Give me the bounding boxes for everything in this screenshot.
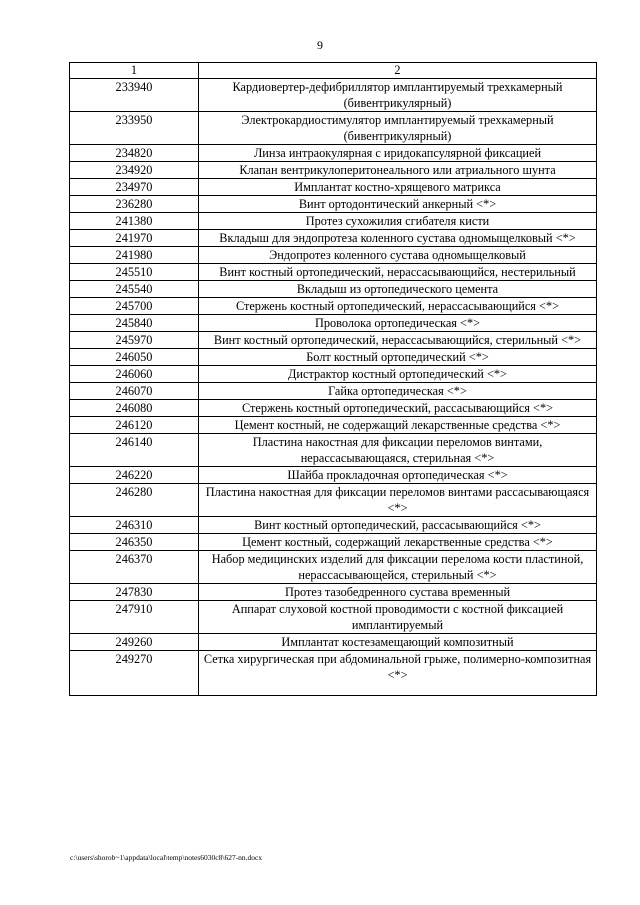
device-code-cell: 245700	[70, 298, 199, 315]
device-code-cell: 234920	[70, 162, 199, 179]
table-row	[70, 332, 597, 349]
table-row	[70, 264, 597, 281]
table-row	[70, 651, 597, 696]
device-name-cell: Имплантат костно-хрящевого матрикса	[199, 179, 597, 196]
device-name-cell: Протез тазобедренного сустава временный	[199, 584, 597, 601]
table-row	[70, 517, 597, 534]
device-name-cell: Винт костный ортопедический, нерассасывающийся, стерильный <*>	[199, 332, 597, 349]
device-name-cell: Линза интраокулярная с иридокапсулярной фиксацией	[199, 145, 597, 162]
device-code-cell: 246070	[70, 383, 199, 400]
device-name-cell: Клапан вентрикулоперитонеального или атриального шунта	[199, 162, 597, 179]
table-row	[70, 417, 597, 434]
device-name-cell: Шайба прокладочная ортопедическая <*>	[199, 467, 597, 484]
device-name-cell: Протез сухожилия сгибателя кисти	[199, 213, 597, 230]
device-code-cell: 234970	[70, 179, 199, 196]
device-name-cell: Пластина накостная для фиксации переломов винтами, нерассасывающаяся, стерильная <*>	[199, 434, 597, 467]
device-name-cell: Винт костный ортопедический, нерассасывающийся, нестерильный	[199, 264, 597, 281]
table-row	[70, 349, 597, 366]
device-code-cell: 246120	[70, 417, 199, 434]
table-row	[70, 179, 597, 196]
page-number: 9	[317, 38, 323, 52]
device-code-cell: 246310	[70, 517, 199, 534]
footer-file-path: c:\users\shorob~1\appdata\local\temp\notes6030c8\627-nn.docx	[70, 853, 263, 862]
table-row	[70, 298, 597, 315]
device-name-cell: Стержень костный ортопедический, нерассасывающийся <*>	[199, 298, 597, 315]
device-code-cell: 246370	[70, 551, 199, 584]
device-code-cell: 246050	[70, 349, 199, 366]
device-code-cell: 241980	[70, 247, 199, 264]
table-row	[70, 196, 597, 213]
table-row	[70, 366, 597, 383]
device-code-cell: 246350	[70, 534, 199, 551]
table-row	[70, 601, 597, 634]
device-code-cell: 246220	[70, 467, 199, 484]
device-code-cell: 241380	[70, 213, 199, 230]
device-name-cell: Кардиовертер-дефибриллятор имплантируемый трехкамерный (бивентрикулярный)	[199, 79, 597, 112]
device-name-cell: Проволока ортопедическая <*>	[199, 315, 597, 332]
table-row	[70, 213, 597, 230]
device-name-cell: Цемент костный, содержащий лекарственные средства <*>	[199, 534, 597, 551]
column-header-name: 2	[199, 63, 597, 79]
device-code-cell: 245540	[70, 281, 199, 298]
device-name-cell: Пластина накостная для фиксации переломов винтами рассасывающаяся <*>	[199, 484, 597, 517]
table-row	[70, 484, 597, 517]
device-name-cell: Эндопротез коленного сустава одномыщелковый	[199, 247, 597, 264]
device-code-table	[69, 62, 597, 696]
device-name-cell: Имплантат костезамещающий композитный	[199, 634, 597, 651]
device-name-cell: Винт ортодонтический анкерный <*>	[199, 196, 597, 213]
device-code-cell: 247830	[70, 584, 199, 601]
table-row	[70, 534, 597, 551]
device-name-cell: Набор медицинских изделий для фиксации перелома кости пластиной, нерассасывающейся, стерильный <*>	[199, 551, 597, 584]
device-code-cell: 245510	[70, 264, 199, 281]
device-name-cell: Винт костный ортопедический, рассасывающийся <*>	[199, 517, 597, 534]
device-code-cell: 236280	[70, 196, 199, 213]
table-row	[70, 247, 597, 264]
table-row	[70, 315, 597, 332]
table-row	[70, 281, 597, 298]
table-row	[70, 634, 597, 651]
table-row	[70, 383, 597, 400]
device-name-cell: Дистрактор костный ортопедический <*>	[199, 366, 597, 383]
table-row	[70, 145, 597, 162]
device-name-cell: Вкладыш из ортопедического цемента	[199, 281, 597, 298]
table-row	[70, 230, 597, 247]
table-row	[70, 400, 597, 417]
device-name-cell: Сетка хирургическая при абдоминальной грыже, полимерно-композитная <*>	[199, 651, 597, 696]
table-row	[70, 551, 597, 584]
device-code-cell: 241970	[70, 230, 199, 247]
device-name-cell: Вкладыш для эндопротеза коленного сустава одномыщелковый <*>	[199, 230, 597, 247]
device-code-cell: 246060	[70, 366, 199, 383]
device-code-cell: 249260	[70, 634, 199, 651]
device-code-cell: 233940	[70, 79, 199, 112]
table-row	[70, 467, 597, 484]
table-header-row	[70, 63, 597, 79]
table-row	[70, 584, 597, 601]
device-code-cell: 233950	[70, 112, 199, 145]
device-code-cell: 247910	[70, 601, 199, 634]
table-row	[70, 79, 597, 112]
device-name-cell: Стержень костный ортопедический, рассасывающийся <*>	[199, 400, 597, 417]
device-name-cell: Электрокардиостимулятор имплантируемый трехкамерный (бивентрикулярный)	[199, 112, 597, 145]
device-name-cell: Болт костный ортопедический <*>	[199, 349, 597, 366]
device-code-cell: 234820	[70, 145, 199, 162]
column-header-code: 1	[70, 63, 199, 79]
table-row	[70, 162, 597, 179]
device-code-cell: 246080	[70, 400, 199, 417]
table-row	[70, 112, 597, 145]
device-name-cell: Цемент костный, не содержащий лекарственные средства <*>	[199, 417, 597, 434]
device-code-cell: 245970	[70, 332, 199, 349]
device-code-cell: 246140	[70, 434, 199, 467]
device-name-cell: Гайка ортопедическая <*>	[199, 383, 597, 400]
device-code-cell: 245840	[70, 315, 199, 332]
device-name-cell: Аппарат слуховой костной проводимости с костной фиксацией имплантируемый	[199, 601, 597, 634]
table-row	[70, 434, 597, 467]
device-code-cell: 246280	[70, 484, 199, 517]
device-code-cell: 249270	[70, 651, 199, 696]
